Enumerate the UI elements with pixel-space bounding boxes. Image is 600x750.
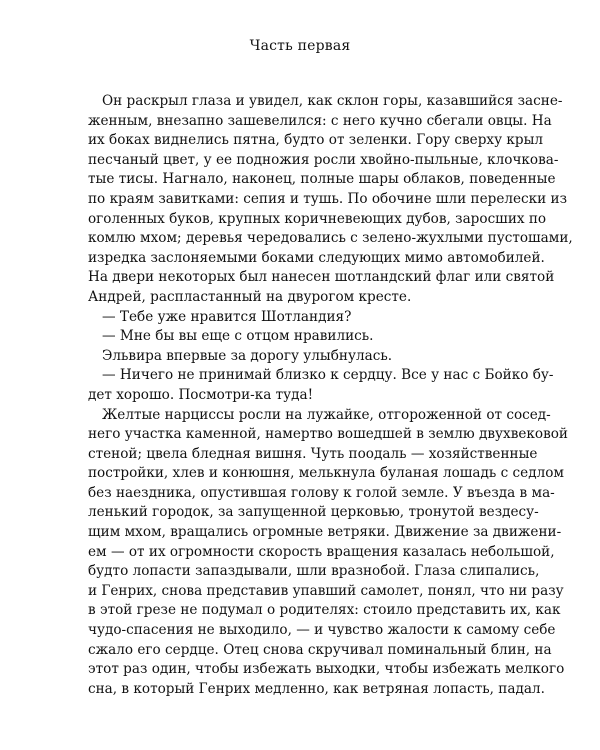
text-line: сна, в который Генрих медленно, как ветряная лопасть, падал.	[88, 680, 545, 697]
text-line: тые тисы. Нагнало, наконец, полные шары облаков, поведенные	[88, 171, 556, 188]
text-line: будто лопасти запаздывали, шли вразнобой. Глаза слипались,	[88, 563, 540, 580]
text-line: по краям завитками: сепия и тушь. По обочине шли перелески из	[88, 190, 568, 207]
text-line: их боках виднелись пятна, будто от зеленки. Гору сверху крыл	[88, 132, 544, 149]
text-line: без наездника, опустившая голову к голой земле. У въезда в ма-	[88, 484, 555, 501]
running-title: Часть первая	[249, 38, 351, 54]
text-line: Андрей, распластанный на двурогом кресте.	[88, 288, 412, 305]
text-line: женным, внезапно зашевелился: с него кучно сбегали овцы. На	[88, 112, 552, 129]
text-line: На двери некоторых был нанесен шотландский флаг или святой	[88, 269, 555, 286]
text-line: постройки, хлев и конюшня, мелькнула буланая лошадь с седлом	[88, 465, 564, 482]
text-line: Эльвира впервые за дорогу улыбнулась.	[102, 347, 393, 364]
text-line: чудо-спасения не выходило, — и чувство жалости к самому себе	[88, 622, 556, 639]
text-line: и Генрих, снова представив упавший самолет, понял, что ни разу	[88, 582, 564, 599]
text-line: изредка заслоняемыми боками следующих мимо автомобилей.	[88, 249, 545, 266]
body-text	[88, 92, 573, 699]
text-line: комлю мхом; деревья чередовались с зелено-жухлыми пустошами,	[88, 230, 573, 247]
text-line: этот раз один, чтобы избежать выходки, чтобы избежать мелкого	[88, 661, 565, 678]
text-line: щим мхом, вращались огромные ветряки. Движение за движени-	[88, 524, 562, 541]
text-line: сжало его сердце. Отец снова скручивал поминальный блин, на	[88, 641, 552, 658]
text-line: — Тебе уже нравится Шотландия?	[102, 308, 352, 325]
text-line: — Ничего не принимай близко к сердцу. Все у нас с Бойко бу-	[102, 367, 554, 384]
text-line: него участка каменной, намертво вошедшей в землю двухвековой	[88, 426, 568, 443]
text-line: Желтые нарциссы росли на лужайке, отгороженной от сосед-	[102, 406, 551, 423]
text-line: дет хорошо. Посмотри-ка туда!	[88, 386, 314, 403]
text-line: Он раскрыл глаза и увидел, как склон горы, казавшийся засне-	[102, 93, 563, 109]
text-line: стеной; цвела бледная вишня. Чуть поодаль — хозяйственные	[88, 445, 538, 462]
text-line: ем — от их огромности скорость вращения казалась небольшой,	[88, 543, 555, 560]
text-line: в этой грезе не подумал о родителях: стоило представить их, как	[88, 602, 561, 619]
text-line: оголенных буков, крупных коричневеющих дубов, заросших по	[88, 210, 547, 227]
text-line: песчаный цвет, у ее подножия росли хвойно-пыльные, клочкова-	[88, 151, 559, 168]
text-line: — Мне бы вы еще с отцом нравились.	[102, 328, 374, 345]
text-line: ленький городок, за запущенной церковью, тронутой вездесу-	[88, 504, 539, 521]
